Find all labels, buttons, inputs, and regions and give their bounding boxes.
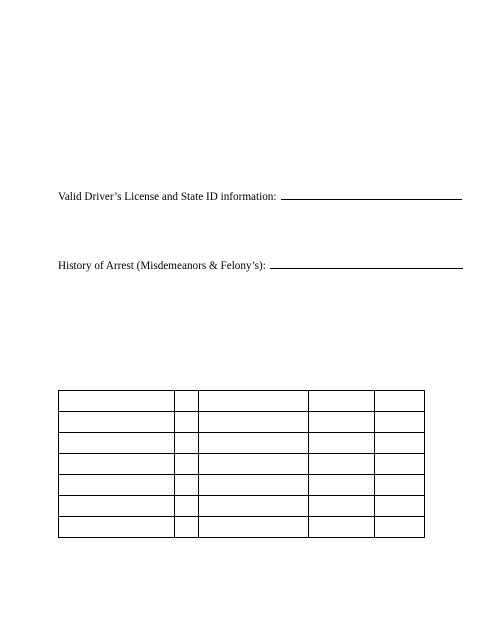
table-cell[interactable] xyxy=(175,496,199,517)
table-cell[interactable] xyxy=(59,412,175,433)
table-row xyxy=(59,517,425,538)
table-cell[interactable] xyxy=(59,475,175,496)
table-row xyxy=(59,391,425,412)
table-cell[interactable] xyxy=(59,433,175,454)
empty-form-table xyxy=(58,390,425,538)
table-cell[interactable] xyxy=(175,517,199,538)
table-cell[interactable] xyxy=(59,391,175,412)
table-row xyxy=(59,433,425,454)
license-blank-line[interactable] xyxy=(281,189,462,200)
table-row xyxy=(59,475,425,496)
table-cell[interactable] xyxy=(199,475,309,496)
table-row xyxy=(59,412,425,433)
table-cell[interactable] xyxy=(375,475,425,496)
table-cell[interactable] xyxy=(309,496,375,517)
arrest-history-field-label: History of Arrest (Misdemeanors & Felony’s): xyxy=(58,260,266,272)
table-cell[interactable] xyxy=(309,454,375,475)
table-cell[interactable] xyxy=(375,391,425,412)
table-cell[interactable] xyxy=(309,433,375,454)
table-cell[interactable] xyxy=(175,391,199,412)
table-cell[interactable] xyxy=(175,433,199,454)
license-field-label: Valid Driver’s License and State ID information: xyxy=(58,191,277,203)
table-cell[interactable] xyxy=(59,454,175,475)
table-cell[interactable] xyxy=(199,454,309,475)
table-cell[interactable] xyxy=(309,517,375,538)
table-cell[interactable] xyxy=(59,517,175,538)
arrest-history-field-row xyxy=(58,258,463,273)
table-cell[interactable] xyxy=(199,391,309,412)
license-field-row xyxy=(58,189,462,204)
table-cell[interactable] xyxy=(309,412,375,433)
table-cell[interactable] xyxy=(175,454,199,475)
table-cell[interactable] xyxy=(375,517,425,538)
table-row xyxy=(59,454,425,475)
table-cell[interactable] xyxy=(309,391,375,412)
table-cell[interactable] xyxy=(199,412,309,433)
table-cell[interactable] xyxy=(59,496,175,517)
table-cell[interactable] xyxy=(375,496,425,517)
table-cell[interactable] xyxy=(175,475,199,496)
table-cell[interactable] xyxy=(199,517,309,538)
table-cell[interactable] xyxy=(375,433,425,454)
table-cell[interactable] xyxy=(199,496,309,517)
form-table-body xyxy=(59,391,425,538)
table-cell[interactable] xyxy=(175,412,199,433)
table-row xyxy=(59,496,425,517)
arrest-history-blank-line[interactable] xyxy=(270,258,463,269)
table-cell[interactable] xyxy=(199,433,309,454)
table-cell[interactable] xyxy=(375,454,425,475)
table-cell[interactable] xyxy=(309,475,375,496)
table-cell[interactable] xyxy=(375,412,425,433)
